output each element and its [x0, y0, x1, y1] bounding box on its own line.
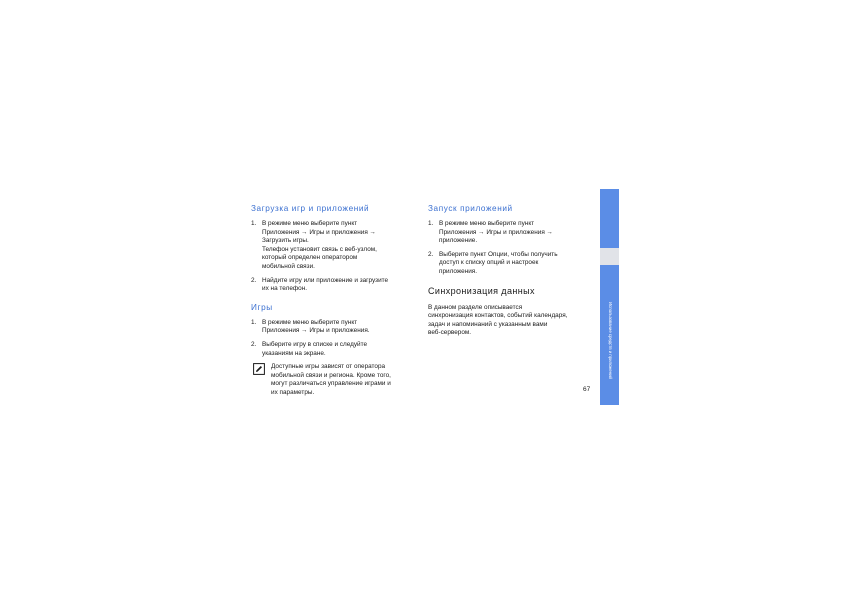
note-line: могут различаться управление играми и — [271, 380, 391, 388]
note-pencil-icon — [253, 363, 265, 375]
section-title-launch: Запуск приложений — [428, 204, 513, 213]
list-item — [251, 319, 413, 336]
paragraph-line: задач и напоминаний с указанным вами — [428, 320, 548, 328]
list-item — [251, 341, 413, 358]
step-subtext: мобильной связи. — [262, 262, 315, 270]
section-title-sync: Синхронизация данных — [428, 285, 535, 296]
step-line: Выберите пункт Опции, чтобы получить — [439, 250, 558, 258]
chapter-tab-label-text: Использование средств и приложений — [608, 302, 613, 379]
left-column — [251, 203, 413, 398]
step-line: доступ к списку опций и настроек — [439, 259, 539, 267]
list-item — [428, 251, 594, 277]
step-line: Выберите игру в списке и следуйте — [262, 340, 368, 348]
note-line: мобильной связи и региона. Кроме того, — [271, 371, 391, 379]
step-line: Загрузить игры. — [262, 237, 309, 245]
page-number: 67 — [583, 386, 591, 393]
games-steps — [251, 319, 413, 358]
step-line: В режиме меню выберите пункт — [439, 220, 535, 227]
paragraph-line: веб-сервером. — [428, 329, 472, 337]
list-item — [251, 220, 413, 272]
list-item — [428, 220, 594, 246]
step-line: приложение. — [439, 237, 478, 245]
step-subtext: который определен оператором — [262, 254, 358, 262]
note-line: Доступные игры зависят от оператора — [271, 363, 386, 371]
chapter-tab-label — [606, 302, 614, 379]
step-number: 1. — [251, 220, 257, 227]
step-number: 2. — [251, 340, 257, 348]
step-line: приложения. — [439, 267, 478, 275]
step-number: 1. — [251, 318, 257, 326]
sync-paragraph — [428, 304, 594, 338]
step-line: В режиме меню выберите пункт — [262, 220, 358, 227]
chapter-tab-marker — [600, 248, 619, 265]
step-number: 2. — [251, 276, 257, 284]
right-column — [428, 203, 594, 338]
step-line: Приложения → Игры и приложения → — [439, 228, 553, 236]
section-title-games: Игры — [251, 302, 273, 312]
step-line: В режиме меню выберите пункт — [262, 318, 358, 326]
note-block — [251, 363, 413, 397]
step-subtext: Телефон установит связь с веб-узлом, — [262, 245, 377, 253]
step-line: их на телефон. — [262, 285, 307, 293]
step-line: Найдите игру или приложение и загрузите — [262, 276, 389, 284]
list-item — [251, 277, 413, 294]
download-steps — [251, 220, 413, 294]
step-line: Приложения → Игры и приложения → — [262, 228, 376, 236]
launch-steps — [428, 220, 594, 277]
step-line: Приложения → Игры и приложения. — [262, 327, 370, 335]
section-title-download: Загрузка игр и приложений — [251, 204, 370, 213]
step-line: указаниям на экране. — [262, 349, 326, 357]
step-number: 1. — [428, 220, 434, 227]
step-number: 2. — [428, 250, 434, 258]
note-line: их параметры. — [271, 388, 315, 396]
paragraph-line: В данном разделе описывается — [428, 303, 523, 311]
paragraph-line: синхронизация контактов, событий календаря, — [428, 312, 568, 320]
